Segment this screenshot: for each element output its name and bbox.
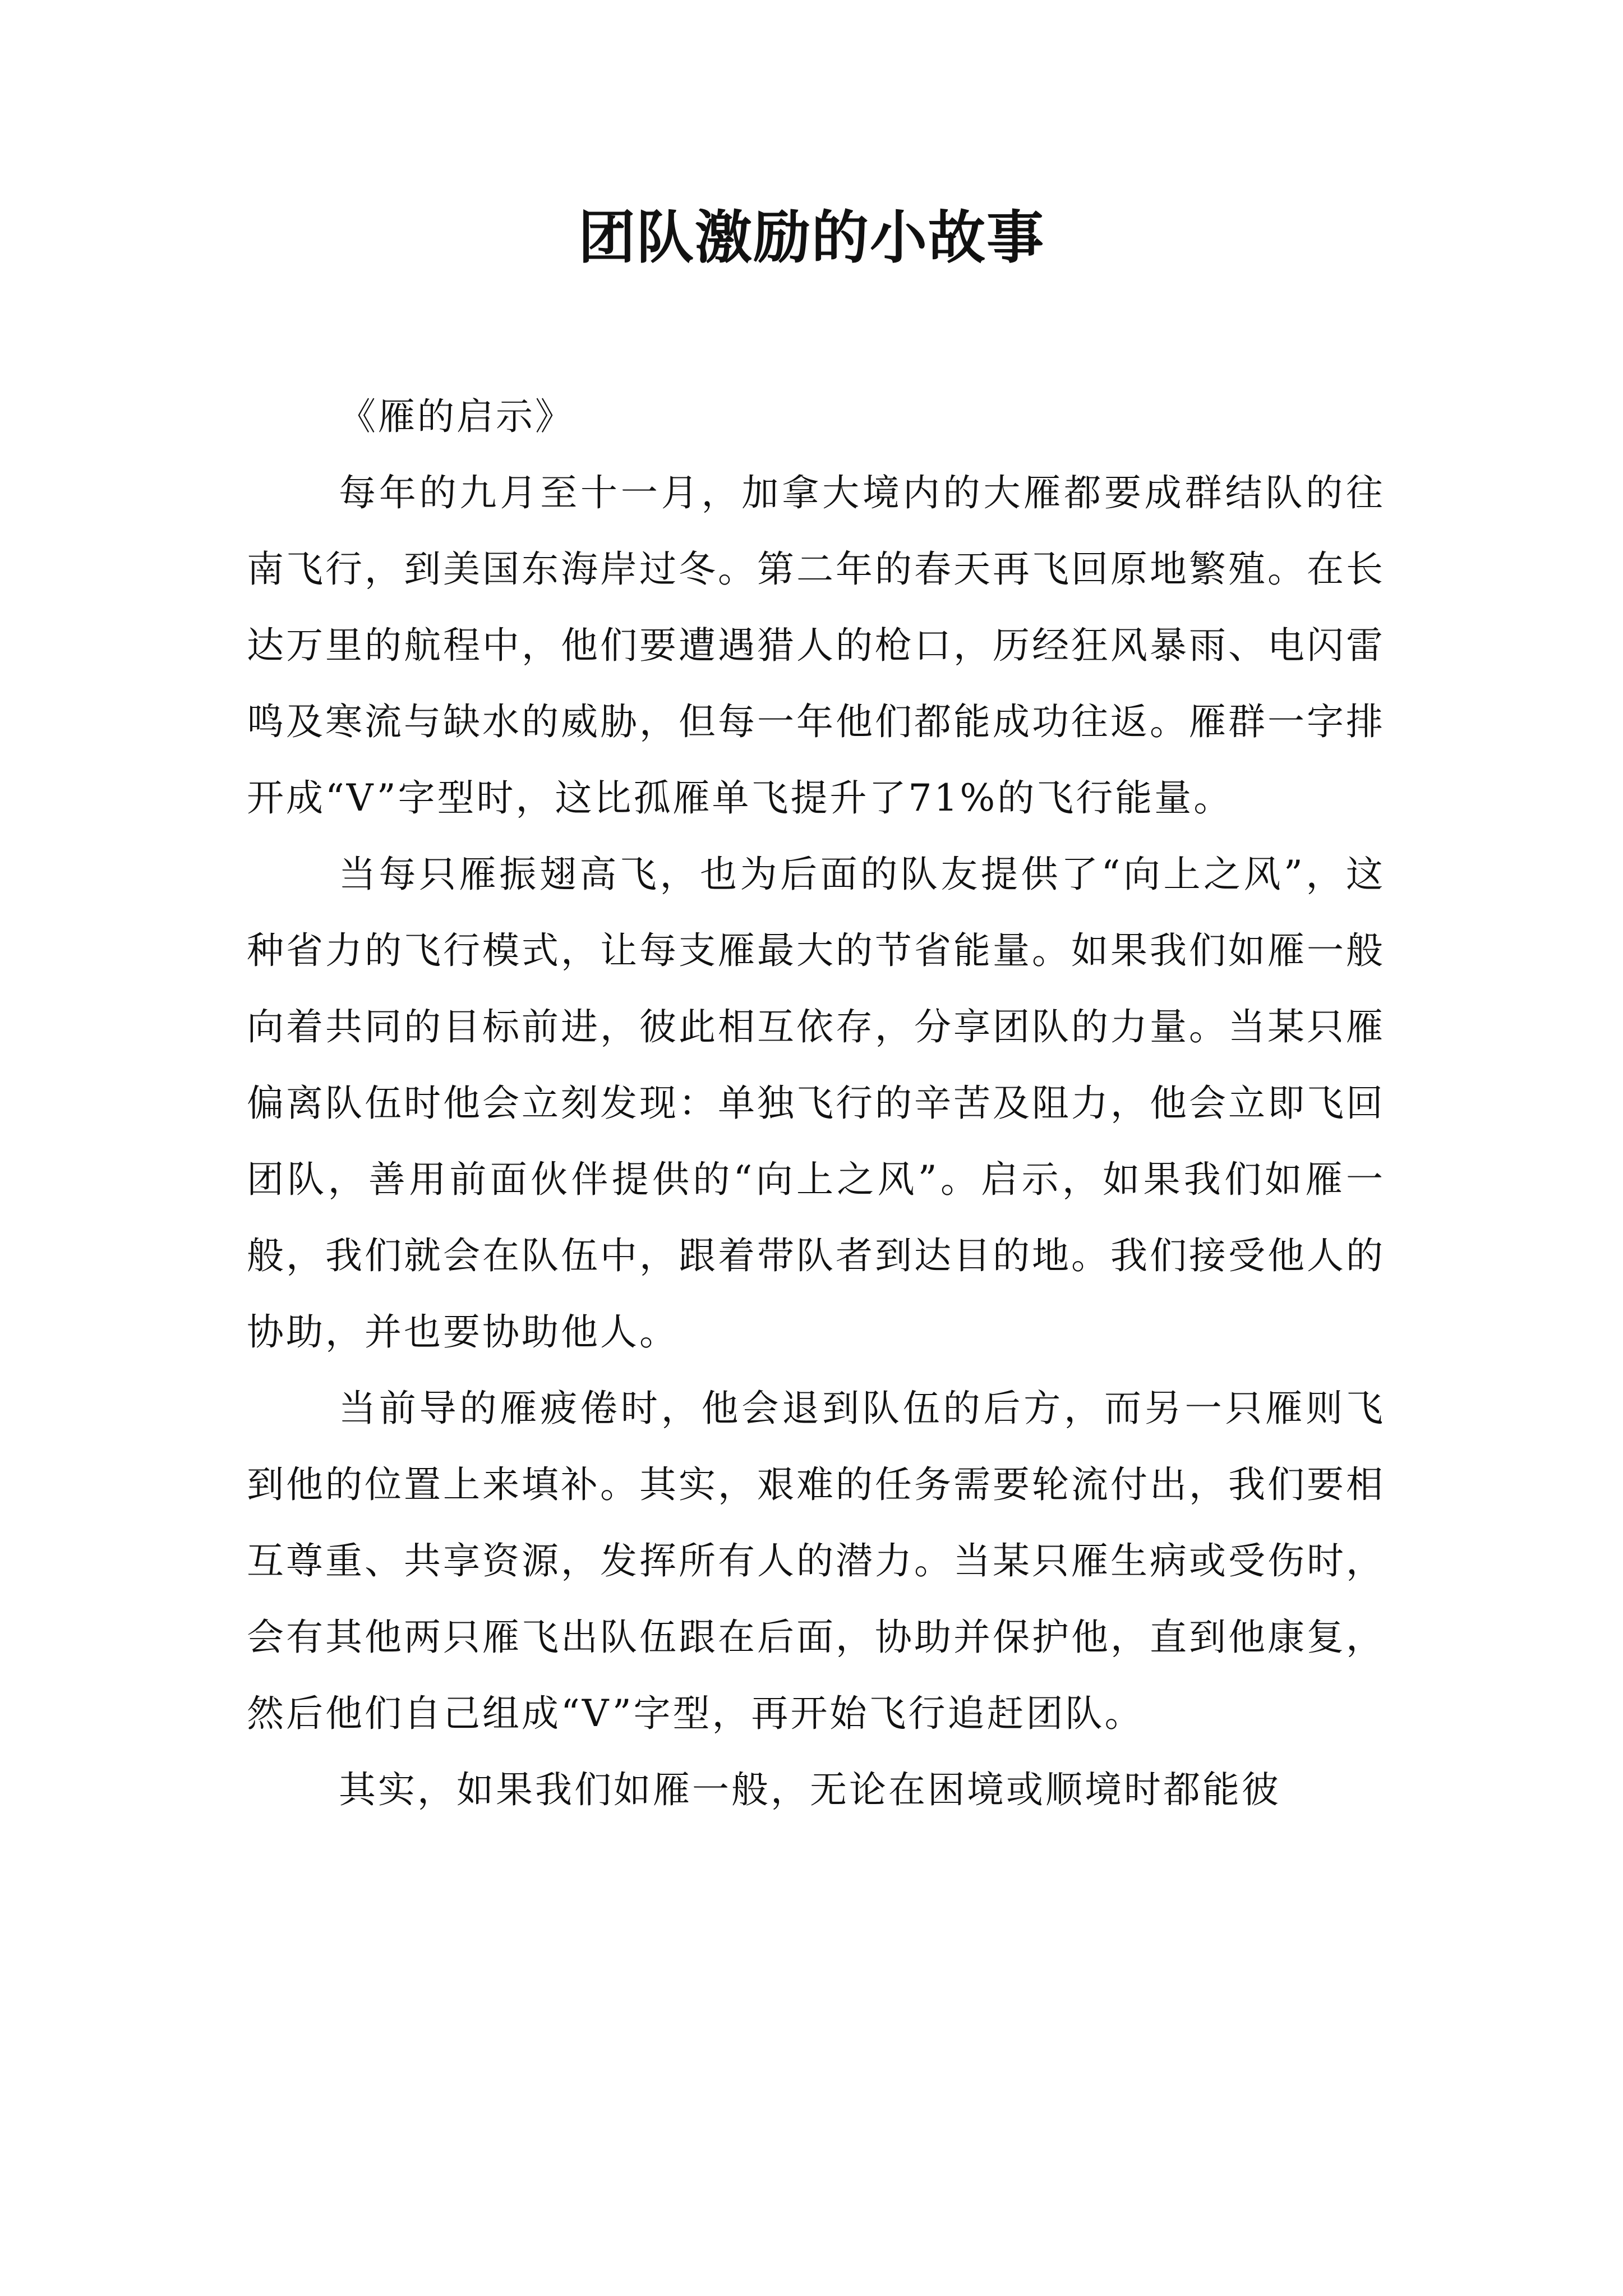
story-subtitle: 《雁的启示》: [339, 395, 574, 438]
document-body: [247, 379, 1385, 1828]
document-title: 团队激励的小故事: [578, 205, 1045, 272]
paragraph: 其实，如果我们如雁一般，无论在困境或顺境时都能彼: [339, 1768, 1281, 1811]
paragraph: 当前导的雁疲倦时，他会退到队伍的后方，而另一只雁则飞到他的位置上来填补。其实，艰难的任务需要轮流付出，我们要相互尊重、共享资源，发挥所有人的潜力。当某只雁生病或受伤时，会有其他两只雁飞出队伍跟在后面，协助并保护他，直到他康复，然后他们自己组成“V”字型，再开始飞行追赶团队。: [247, 1387, 1385, 1735]
paragraph: 每年的九月至十一月，加拿大境内的大雁都要成群结队的往南飞行，到美国东海岸过冬。第二年的春天再飞回原地繁殖。在长达万里的航程中，他们要遭遇猎人的枪口，历经狂风暴雨、电闪雷鸣及寒流与缺水的威胁，但每一年他们都能成功往返。雁群一字排开成“V”字型时，这比孤雁单飞提升了71%的飞行能量。: [247, 471, 1385, 820]
paragraph: 当每只雁振翅高飞，也为后面的队友提供了“向上之风”，这种省力的飞行模式，让每支雁最大的节省能量。如果我们如雁一般向着共同的目标前进，彼此相互依存，分享团队的力量。当某只雁偏离队伍时他会立刻发现：单独飞行的辛苦及阻力，他会立即飞回团队，善用前面伙伴提供的“向上之风”。启示，如果我们如雁一般，我们就会在队伍中，跟着带队者到达目的地。我们接受他人的协助，并也要协助他人。: [247, 853, 1385, 1354]
